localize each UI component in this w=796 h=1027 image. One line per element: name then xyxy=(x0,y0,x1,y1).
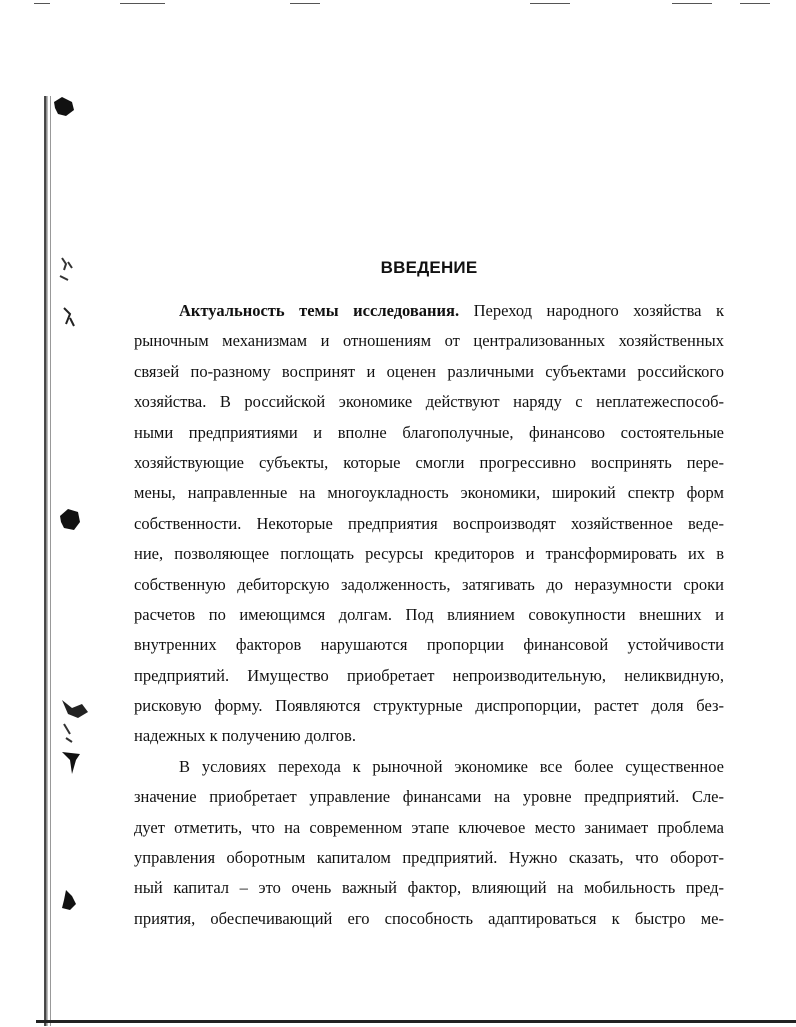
paragraph xyxy=(134,752,724,934)
text-line: ный капитал – это очень важный фактор, влияющий на мобильность пред- xyxy=(134,878,724,898)
scan-smudge xyxy=(60,694,96,782)
text-line: В условиях перехода к рыночной экономике все более существенное xyxy=(179,756,724,776)
binding-hole-mark xyxy=(58,506,82,534)
text-line: ние, позволяющее поглощать ресурсы кредиторов и трансформировать их в xyxy=(134,544,724,564)
text-line: управления оборотным капиталом предприятий. Нужно сказать, что оборот- xyxy=(134,848,724,868)
scan-binding-edge xyxy=(50,96,51,1026)
scan-artifact-top-rule xyxy=(740,3,770,4)
page-title: ВВЕДЕНИЕ xyxy=(380,258,478,277)
text-line: хозяйствующие субъекты, которые смогли прогрессивно воспринять пере- xyxy=(134,452,724,472)
scan-artifact-top-rule xyxy=(530,3,570,4)
text-line: хозяйства. В российской экономике действуют наряду с неплатежеспособ- xyxy=(134,392,724,412)
scan-artifact-top-rule xyxy=(290,3,320,4)
text-line: собственную дебиторскую задолженность, затягивать до неразумности сроки xyxy=(134,574,724,594)
text-line: мены, направленные на многоукладность экономики, широкий спектр форм xyxy=(134,483,724,503)
binding-hole-mark xyxy=(52,96,76,118)
text-line: собственности. Некоторые предприятия воспроизводят хозяйственное веде- xyxy=(134,513,724,533)
scan-artifact-top-rule xyxy=(34,3,50,4)
text-line: приятия, обеспечивающий его способность адаптироваться к быстро ме- xyxy=(134,908,724,928)
scan-binding-edge xyxy=(44,96,48,1026)
text-line: связей по-разному воспринят и оценен различными субъектами российского xyxy=(134,361,724,381)
text-line: расчетов по имеющимся долгам. Под влиянием совокупности внешних и xyxy=(134,604,724,624)
binding-hole-mark xyxy=(58,888,80,914)
text-line: значение приобретает управление финансами на уровне предприятий. Сле- xyxy=(134,787,724,807)
text-line: ными предприятиями и вполне благополучные, финансово состоятельные xyxy=(134,422,724,442)
text-line: дует отметить, что на современном этапе ключевое место занимает проблема xyxy=(134,817,724,837)
text-line: Актуальность темы исследования. Переход народного хозяйства к xyxy=(179,301,725,320)
scan-bottom-edge xyxy=(36,1020,796,1023)
text-line: надежных к получению долгов. xyxy=(134,726,356,746)
paragraph xyxy=(134,296,724,752)
scan-smudge xyxy=(56,254,82,334)
text-line: внутренних факторов нарушаются пропорции финансовой устойчивости xyxy=(134,635,724,655)
scan-artifact-top-rule xyxy=(120,3,165,4)
scan-artifact-top-rule xyxy=(672,3,712,4)
text-line: предприятий. Имущество приобретает непроизводительную, неликвидную, xyxy=(134,665,724,685)
lead-phrase: Актуальность темы исследования. xyxy=(179,301,460,320)
text-line: рисковую форму. Появляются структурные диспропорции, растет доля без- xyxy=(134,696,724,716)
body-text xyxy=(134,296,724,934)
text-line: рыночным механизмам и отношениям от централизованных хозяйственных xyxy=(134,331,724,351)
